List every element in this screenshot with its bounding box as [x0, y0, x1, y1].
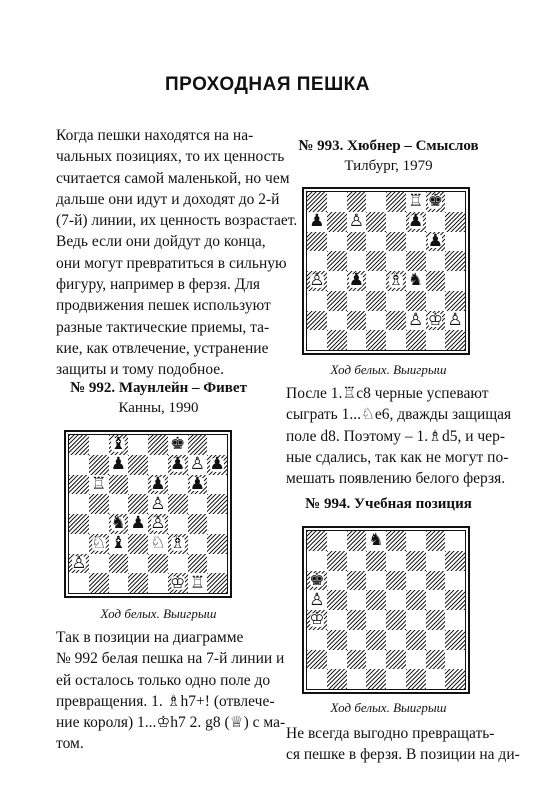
chess-piece: ♝: [110, 435, 126, 455]
square-e5: [148, 494, 168, 514]
square-d7: [366, 551, 386, 571]
text-line: После 1.♖c8 черные успевают: [286, 385, 489, 402]
diagram-994-caption: Ход белых. Выигрыш: [330, 700, 447, 715]
square-h4: [207, 514, 227, 534]
chess-board-992: [64, 430, 232, 598]
square-d3: [366, 291, 386, 311]
square-a8: [307, 192, 327, 212]
square-b3: [327, 630, 347, 650]
square-b5: [327, 590, 347, 610]
square-g8: [188, 435, 208, 455]
square-c5: [347, 590, 367, 610]
square-f1: [406, 330, 426, 350]
square-c4: [109, 514, 129, 534]
square-d4: [366, 610, 386, 630]
square-g2: [426, 311, 446, 331]
square-c2: [347, 311, 367, 331]
chess-piece: ♖: [189, 573, 205, 593]
square-g5: [188, 494, 208, 514]
chess-board-993: [302, 187, 470, 355]
square-h2: [445, 311, 465, 331]
square-d2: [366, 311, 386, 331]
square-f3: [406, 291, 426, 311]
square-f8: [406, 192, 426, 212]
square-d3: [366, 630, 386, 650]
square-b5: [89, 494, 109, 514]
square-b1: [327, 669, 347, 689]
square-d5: [366, 590, 386, 610]
text-992: [56, 627, 286, 755]
text-line: (7-й) линии, их ценность возрастает.: [56, 212, 298, 230]
text-line: они могут превратиться в сильную: [56, 254, 287, 272]
square-e3: [386, 630, 406, 650]
square-a5: [307, 251, 327, 271]
square-a3: [69, 534, 89, 554]
square-c1: [347, 330, 367, 350]
text-line: Когда пешки находятся на на-: [56, 127, 254, 144]
square-a2: [307, 311, 327, 331]
square-g5: [426, 590, 446, 610]
square-a5: [69, 494, 89, 514]
diagram-993-caption: Ход белых. Выигрыш: [330, 362, 447, 377]
square-b6: [327, 232, 347, 252]
square-h1: [445, 669, 465, 689]
square-g8: [426, 192, 446, 212]
square-b1: [327, 330, 347, 350]
square-d4: [128, 514, 148, 534]
square-c6: [347, 232, 367, 252]
square-h8: [445, 192, 465, 212]
square-b3: [89, 534, 109, 554]
square-a3: [307, 630, 327, 650]
square-d8: [366, 192, 386, 212]
chess-piece: ♟: [348, 271, 364, 291]
square-g6: [188, 475, 208, 495]
square-g4: [426, 610, 446, 630]
square-f6: [406, 232, 426, 252]
square-h6: [445, 232, 465, 252]
text-line: сыграть 1...♘e6, дважды защищая: [286, 406, 512, 424]
diagram-992-title: № 992. Маунлейн – Фивет: [70, 380, 247, 396]
square-g6: [426, 571, 446, 591]
square-f3: [168, 534, 188, 554]
text-line: чальных позициях, то их ценность: [56, 148, 285, 166]
square-a7: [307, 212, 327, 232]
chess-piece: ♙: [309, 590, 325, 610]
square-f4: [406, 271, 426, 291]
square-d6: [366, 232, 386, 252]
square-a4: [69, 514, 89, 534]
square-a2: [307, 650, 327, 670]
square-e6: [386, 232, 406, 252]
square-b7: [327, 551, 347, 571]
square-e2: [386, 311, 406, 331]
text-line: том.: [56, 735, 84, 753]
square-g4: [188, 514, 208, 534]
square-g1: [426, 330, 446, 350]
square-b6: [89, 475, 109, 495]
square-f6: [168, 475, 188, 495]
square-c6: [109, 475, 129, 495]
square-g8: [426, 531, 446, 551]
chess-piece: ♚: [309, 570, 325, 590]
chess-piece: ♙: [309, 271, 325, 291]
square-e1: [148, 573, 168, 593]
square-a7: [307, 551, 327, 571]
square-c3: [109, 534, 129, 554]
square-c1: [109, 573, 129, 593]
square-h2: [445, 650, 465, 670]
square-b8: [327, 531, 347, 551]
square-c4: [347, 271, 367, 291]
chess-piece: ♟: [309, 211, 325, 232]
square-b7: [89, 455, 109, 475]
square-h7: [445, 212, 465, 232]
chess-piece: ♟: [427, 231, 443, 251]
square-b4: [327, 610, 347, 630]
square-e4: [386, 271, 406, 291]
square-h3: [445, 291, 465, 311]
square-e2: [386, 650, 406, 670]
diagram-994-title: № 994. Учебная позиция: [305, 496, 472, 512]
square-g7: [426, 212, 446, 232]
square-d5: [128, 494, 148, 514]
square-c5: [109, 494, 129, 514]
square-a4: [307, 271, 327, 291]
square-h1: [445, 330, 465, 350]
square-d4: [366, 271, 386, 291]
square-a4: [307, 610, 327, 630]
chess-piece: ♙: [408, 310, 424, 330]
square-a1: [307, 330, 327, 350]
chess-piece: ♚: [427, 192, 443, 212]
square-b2: [327, 311, 347, 331]
diagram-992-place: Канны, 1990: [118, 400, 199, 416]
chess-piece: ♙: [447, 310, 463, 330]
square-c4: [347, 610, 367, 630]
diagram-993-place: Тилбург, 1979: [344, 158, 433, 174]
square-g7: [188, 455, 208, 475]
square-d7: [128, 455, 148, 475]
square-c8: [109, 435, 129, 455]
square-e4: [386, 610, 406, 630]
square-h3: [207, 534, 227, 554]
chess-piece: ♙: [348, 211, 364, 232]
page-title: ПРОХОДНАЯ ПЕШКА: [165, 74, 370, 95]
square-g1: [426, 669, 446, 689]
square-e5: [386, 590, 406, 610]
square-e2: [148, 554, 168, 574]
chess-piece: ♞: [110, 514, 126, 534]
square-c2: [347, 650, 367, 670]
square-b2: [327, 650, 347, 670]
text-line: ные сдались, так как не могут по-: [286, 448, 509, 466]
chess-piece: ♟: [130, 514, 146, 534]
square-g4: [426, 271, 446, 291]
square-a6: [307, 232, 327, 252]
square-f3: [406, 630, 426, 650]
chess-piece: ♘: [91, 533, 107, 554]
square-f4: [168, 514, 188, 534]
square-a8: [307, 531, 327, 551]
square-f1: [406, 669, 426, 689]
square-g3: [426, 291, 446, 311]
square-f1: [168, 573, 188, 593]
square-b4: [89, 514, 109, 534]
square-f8: [406, 531, 426, 551]
square-h8: [207, 435, 227, 455]
chess-piece: ♟: [189, 474, 205, 494]
chess-piece: ♖: [91, 474, 107, 494]
chess-piece: ♔: [309, 610, 325, 630]
square-g5: [426, 251, 446, 271]
text-line: Не всегда выгодно превращать-: [286, 725, 495, 742]
square-e6: [386, 571, 406, 591]
chess-piece: ♗: [388, 271, 404, 291]
square-a2: [69, 554, 89, 574]
square-b3: [327, 291, 347, 311]
square-h7: [445, 551, 465, 571]
chess-piece: ♖: [408, 192, 424, 212]
square-e1: [386, 669, 406, 689]
chess-piece: ♙: [189, 454, 205, 475]
square-c8: [347, 192, 367, 212]
chess-piece: ♝: [110, 533, 126, 554]
square-b5: [327, 251, 347, 271]
square-g1: [188, 573, 208, 593]
square-a6: [69, 475, 89, 495]
square-d1: [366, 669, 386, 689]
chess-piece: ♞: [368, 531, 384, 551]
diagram-993-title: № 993. Хюбнер – Смыслов: [298, 138, 479, 154]
text-line: ей осталось только одно поле до: [56, 671, 271, 689]
square-f7: [406, 212, 426, 232]
square-e8: [386, 192, 406, 212]
chess-piece: ♙: [150, 494, 166, 514]
square-f6: [406, 571, 426, 591]
square-d8: [366, 531, 386, 551]
square-g3: [426, 630, 446, 650]
text-line: защиты и тому подобное.: [56, 361, 225, 379]
square-h6: [207, 475, 227, 495]
square-f7: [168, 455, 188, 475]
square-c7: [347, 212, 367, 232]
square-h8: [445, 531, 465, 551]
square-c5: [347, 251, 367, 271]
diagram-992-caption: Ход белых. Выигрыш: [100, 606, 217, 621]
square-a1: [307, 669, 327, 689]
square-c3: [347, 291, 367, 311]
square-e3: [148, 534, 168, 554]
text-line: превращения. 1. ♗h7+! (отвлече-: [56, 692, 275, 710]
square-e6: [148, 475, 168, 495]
square-b2: [89, 554, 109, 574]
chess-piece: ♙: [150, 514, 166, 534]
text-line: считается самой маленькой, но чем: [56, 169, 290, 187]
square-g7: [426, 551, 446, 571]
square-d6: [366, 571, 386, 591]
square-a3: [307, 291, 327, 311]
square-e7: [148, 455, 168, 475]
text-line: мешать появлению белого ферзя.: [286, 470, 506, 488]
chess-piece: ♗: [170, 533, 186, 554]
square-c1: [347, 669, 367, 689]
square-d2: [366, 650, 386, 670]
square-a6: [307, 571, 327, 591]
square-e7: [386, 212, 406, 232]
square-b7: [327, 212, 347, 232]
square-h3: [445, 630, 465, 650]
square-f7: [406, 551, 426, 571]
intro-paragraph: [56, 125, 298, 381]
text-line: ся пешке в ферзя. В позиции на ди-: [286, 746, 520, 764]
square-c8: [347, 531, 367, 551]
chess-piece: ♟: [408, 211, 424, 232]
text-994: [286, 723, 520, 766]
square-f5: [168, 494, 188, 514]
square-e4: [148, 514, 168, 534]
text-line: продвижения пешек используют: [56, 297, 271, 315]
square-e3: [386, 291, 406, 311]
square-h7: [207, 455, 227, 475]
square-g2: [188, 554, 208, 574]
square-b8: [89, 435, 109, 455]
square-e7: [386, 551, 406, 571]
square-b1: [89, 573, 109, 593]
square-f5: [406, 590, 426, 610]
square-h5: [207, 494, 227, 514]
text-line: поле d8. Поэтому – 1.♗d5, и чер-: [286, 427, 505, 445]
square-f2: [406, 311, 426, 331]
text-993: [286, 383, 512, 489]
square-e8: [148, 435, 168, 455]
text-line: Ведь если они дойдут до конца,: [56, 233, 266, 251]
square-d1: [366, 330, 386, 350]
square-e5: [386, 251, 406, 271]
square-d3: [128, 534, 148, 554]
square-a8: [69, 435, 89, 455]
square-e8: [386, 531, 406, 551]
square-h1: [207, 573, 227, 593]
text-line: дальше они идут и доходят до 2-й: [56, 190, 280, 208]
chess-piece: ♔: [427, 310, 443, 330]
square-h4: [445, 271, 465, 291]
square-h2: [207, 554, 227, 574]
square-g6: [426, 232, 446, 252]
square-d8: [128, 435, 148, 455]
chess-piece: ♟: [150, 474, 166, 494]
text-line: кие, как отвлечение, устранение: [56, 339, 269, 357]
square-c6: [347, 571, 367, 591]
square-c7: [109, 455, 129, 475]
chess-piece: ♟: [170, 454, 186, 475]
square-a1: [69, 573, 89, 593]
square-a7: [69, 455, 89, 475]
square-b8: [327, 192, 347, 212]
chess-piece: ♟: [110, 454, 126, 475]
chess-piece: ♔: [170, 573, 186, 593]
square-f5: [406, 251, 426, 271]
square-g2: [426, 650, 446, 670]
square-b6: [327, 571, 347, 591]
square-d2: [128, 554, 148, 574]
chess-piece: ♞: [408, 271, 424, 291]
square-c7: [347, 551, 367, 571]
square-d6: [128, 475, 148, 495]
chess-board-994: [302, 526, 470, 694]
square-f2: [168, 554, 188, 574]
chess-piece: ♟: [209, 454, 225, 475]
text-line: № 992 белая пешка на 7-й линии и: [56, 650, 285, 668]
square-d7: [366, 212, 386, 232]
text-line: разные тактические приемы, та-: [56, 318, 270, 336]
square-b4: [327, 271, 347, 291]
square-h6: [445, 571, 465, 591]
square-h5: [445, 251, 465, 271]
square-c2: [109, 554, 129, 574]
text-line: фигуру, например в ферзя. Для: [56, 276, 261, 294]
chess-piece: ♘: [150, 533, 166, 554]
square-g3: [188, 534, 208, 554]
square-h4: [445, 610, 465, 630]
square-f4: [406, 610, 426, 630]
square-h5: [445, 590, 465, 610]
square-f2: [406, 650, 426, 670]
square-d5: [366, 251, 386, 271]
text-line: Так в позиции на диаграмме: [56, 629, 244, 646]
square-a5: [307, 590, 327, 610]
square-e1: [386, 330, 406, 350]
text-line: ние короля) 1...♔h7 2. g8 (♕) с ма-: [56, 714, 286, 732]
chess-piece: ♚: [170, 435, 186, 455]
chess-piece: ♙: [71, 553, 87, 573]
square-c3: [347, 630, 367, 650]
square-d1: [128, 573, 148, 593]
square-f8: [168, 435, 188, 455]
